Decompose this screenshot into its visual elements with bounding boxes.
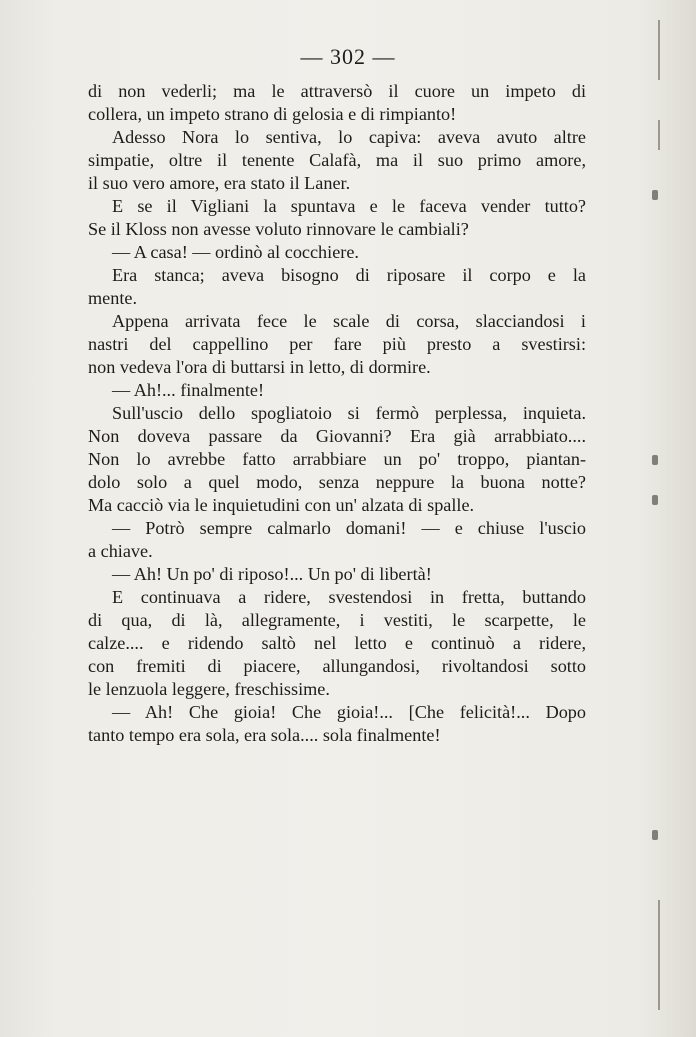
page-edge-mark — [658, 900, 660, 1010]
text-line: — Ah!... finalmente! — [112, 380, 265, 400]
text-line: simpatie, oltre il tenente Calafà, ma il suo primo amore, — [88, 150, 586, 170]
text-line: — Ah! Un po' di riposo!... Un po' di libertà! — [112, 564, 432, 584]
text-line: il suo vero amore, era stato il Laner. — [88, 173, 351, 193]
page-edge-blot — [652, 190, 658, 200]
text-line: le lenzuola leggere, freschissime. — [88, 679, 330, 699]
page-edge-mark — [658, 120, 660, 150]
text-line: Se il Kloss non avesse voluto rinnovare le cambiali? — [88, 219, 469, 239]
text-line: Sull'uscio dello spogliatoio si fermò perplessa, inquieta. — [112, 403, 586, 423]
page-number: — 302 — — [300, 44, 396, 69]
text-line: — Potrò sempre calmarlo domani! — e chiuse l'uscio — [112, 518, 586, 538]
page-edge-blot — [652, 495, 658, 505]
text-line: a chiave. — [88, 541, 153, 561]
text-line: non vedeva l'ora di buttarsi in letto, di dormire. — [88, 357, 431, 377]
page-edge-mark — [658, 20, 660, 80]
text-line: collera, un impeto strano di gelosia e di rimpianto! — [88, 104, 457, 124]
text-line: nastri del cappellino per fare più presto a svestirsi: — [88, 334, 586, 354]
text-line: Appena arrivata fece le scale di corsa, slacciandosi i — [112, 311, 586, 331]
text-line: Ma cacciò via le inquietudini con un' alzata di spalle. — [88, 495, 475, 515]
text-line: con fremiti di piacere, allungandosi, rivoltandosi sotto — [88, 656, 586, 676]
text-line: E se il Vigliani la spuntava e le faceva vender tutto? — [112, 196, 586, 216]
text-line: — Ah! Che gioia! Che gioia!... [Che felicità!... Dopo — [112, 702, 586, 722]
page-edge-blot — [652, 830, 658, 840]
text-line: E continuava a ridere, svestendosi in fretta, buttando — [112, 587, 586, 607]
text-line: mente. — [88, 288, 137, 308]
body-text — [88, 80, 586, 747]
text-line: tanto tempo era sola, era sola.... sola finalmente! — [88, 725, 441, 745]
text-line: dolo solo a quel modo, senza neppure la buona notte? — [88, 472, 586, 492]
text-line: calze.... e ridendo saltò nel letto e continuò a ridere, — [88, 633, 586, 653]
text-line: di qua, di là, allegramente, i vestiti, le scarpette, le — [88, 610, 586, 630]
text-line: Adesso Nora lo sentiva, lo capiva: aveva avuto altre — [112, 127, 586, 147]
text-line: Non lo avrebbe fatto arrabbiare un po' troppo, piantan- — [88, 449, 586, 469]
text-line: Non doveva passare da Giovanni? Era già arrabbiato.... — [88, 426, 586, 446]
text-line: — A casa! — ordinò al cocchiere. — [112, 242, 359, 262]
text-line: Era stanca; aveva bisogno di riposare il corpo e la — [112, 265, 586, 285]
text-line: di non vederli; ma le attraversò il cuore un impeto di — [88, 81, 586, 101]
page-edge-blot — [652, 455, 658, 465]
